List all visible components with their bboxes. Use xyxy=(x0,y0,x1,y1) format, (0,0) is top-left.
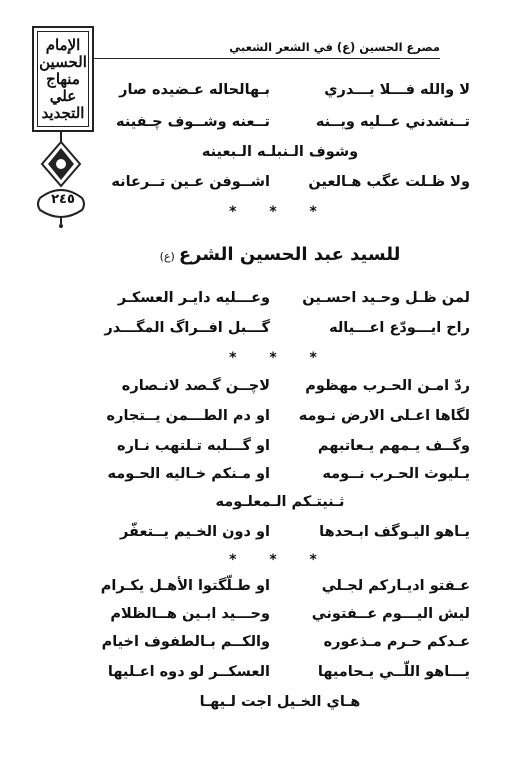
verse-first-half: يـاهو اليـوگف ابـحدها xyxy=(319,524,470,540)
verse-first-half: وگــف يـمهم يـعاتبهم xyxy=(317,438,470,454)
verse-refrain: وشوف الـنبلـه الـبعينه xyxy=(201,144,359,160)
verse-second-half: او دون الخـيم يــتعفّر xyxy=(120,524,270,540)
emblem-line: الإمام xyxy=(45,35,81,54)
poet-heading xyxy=(90,244,470,265)
verse-second-half: او دم الطـــمن يــتجاره xyxy=(106,408,270,424)
verse-refrain: ثـنيتـكم الـمعلـومه xyxy=(215,494,345,510)
section-separator: * * * xyxy=(229,552,331,568)
verse-first-half: ليش اليـــوم عــفتوني xyxy=(311,606,470,622)
verse-second-half: لاچــن گـصد لانـصاره xyxy=(121,378,270,394)
verse-first-half: يـــاهو اللّــي يـحاميها xyxy=(317,664,470,680)
verse-second-half: العسكــر لو دوه اعـليها xyxy=(107,664,270,680)
verse-refrain: هـاي الخـيل اجت لـيهـا xyxy=(199,694,361,710)
verse-line xyxy=(90,82,470,110)
verse-first-half: لا والله فـــلا يـــدري xyxy=(324,82,470,98)
verse-first-half: لگاها اعـلى الارض نـومه xyxy=(298,408,470,424)
verse-line xyxy=(90,438,470,466)
verse-line xyxy=(90,408,470,436)
verse-line xyxy=(90,114,470,142)
header-rule xyxy=(88,58,440,59)
verse-second-half: گـــبل افــراگ المگـــدر xyxy=(104,320,270,336)
verse-first-half: عـفتو اديـاركم لجـلي xyxy=(321,578,470,594)
verse-second-half: او گـــلبه تـلتهب نـاره xyxy=(117,438,270,454)
verse-first-half: تــنشدني عــليه ويــنه xyxy=(315,114,470,130)
verse-first-half: ولا ظـلت عگب هـالعين xyxy=(308,174,470,190)
section-separator: * * * xyxy=(229,204,331,220)
emblem-line: التجديد xyxy=(41,103,85,122)
verse-line xyxy=(90,634,470,662)
verse-line xyxy=(90,320,470,348)
verse-first-half: راح ايـــودّع اعـــياله xyxy=(329,320,470,336)
verse-second-half: وعـــليه دايـر العسكـر xyxy=(117,290,270,306)
verse-line-centered xyxy=(90,694,470,722)
emblem-line: الحسين xyxy=(39,52,87,71)
emblem-line: علي xyxy=(49,86,77,105)
verse-line xyxy=(90,466,470,494)
side-ornament xyxy=(28,18,98,228)
salutation-mark: (ع) xyxy=(159,250,175,263)
verse-line xyxy=(90,378,470,406)
verse-line-centered xyxy=(90,144,470,172)
verse-line xyxy=(90,664,470,692)
running-header-title: مصرع الحسين (ع) في الشعر الشعبي xyxy=(229,40,440,54)
verse-first-half: عـدكم حـرم مـذعوره xyxy=(323,634,470,650)
verse-first-half: لمن ظـل وحـيد احسـين xyxy=(302,290,470,306)
verse-line xyxy=(90,578,470,606)
page-number: ٢٤٥ xyxy=(51,192,75,207)
verse-second-half: وحـــيد ابـين هــالظلام xyxy=(110,606,270,622)
poet-name: للسيد عبد الحسين الشرع xyxy=(178,244,401,265)
verse-second-half: او طـلّگتوا الأهـل يكـرام xyxy=(100,578,270,594)
verse-line xyxy=(90,524,470,552)
verse-line xyxy=(90,174,470,202)
verse-second-half: اشــوفن عـين تــرعانه xyxy=(111,174,270,190)
verse-second-half: تــعنه وشــوف چـفينه xyxy=(116,114,270,130)
verse-second-half: والكــم بـالطفوف اخيام xyxy=(101,634,270,650)
verse-second-half: او مـنكم خـاليه الحـومه xyxy=(107,466,270,482)
verse-first-half: يـليوث الحـرب نــومه xyxy=(322,466,470,482)
verse-first-half: ردّ امـن الحـرب مهظوم xyxy=(305,378,470,394)
verse-line xyxy=(90,290,470,318)
section-separator: * * * xyxy=(229,350,331,366)
verse-line xyxy=(90,606,470,634)
emblem-line: منهاج xyxy=(46,69,80,88)
verse-line-centered xyxy=(90,494,470,522)
verse-second-half: بـهالحاله عـضيده صار xyxy=(119,82,270,98)
